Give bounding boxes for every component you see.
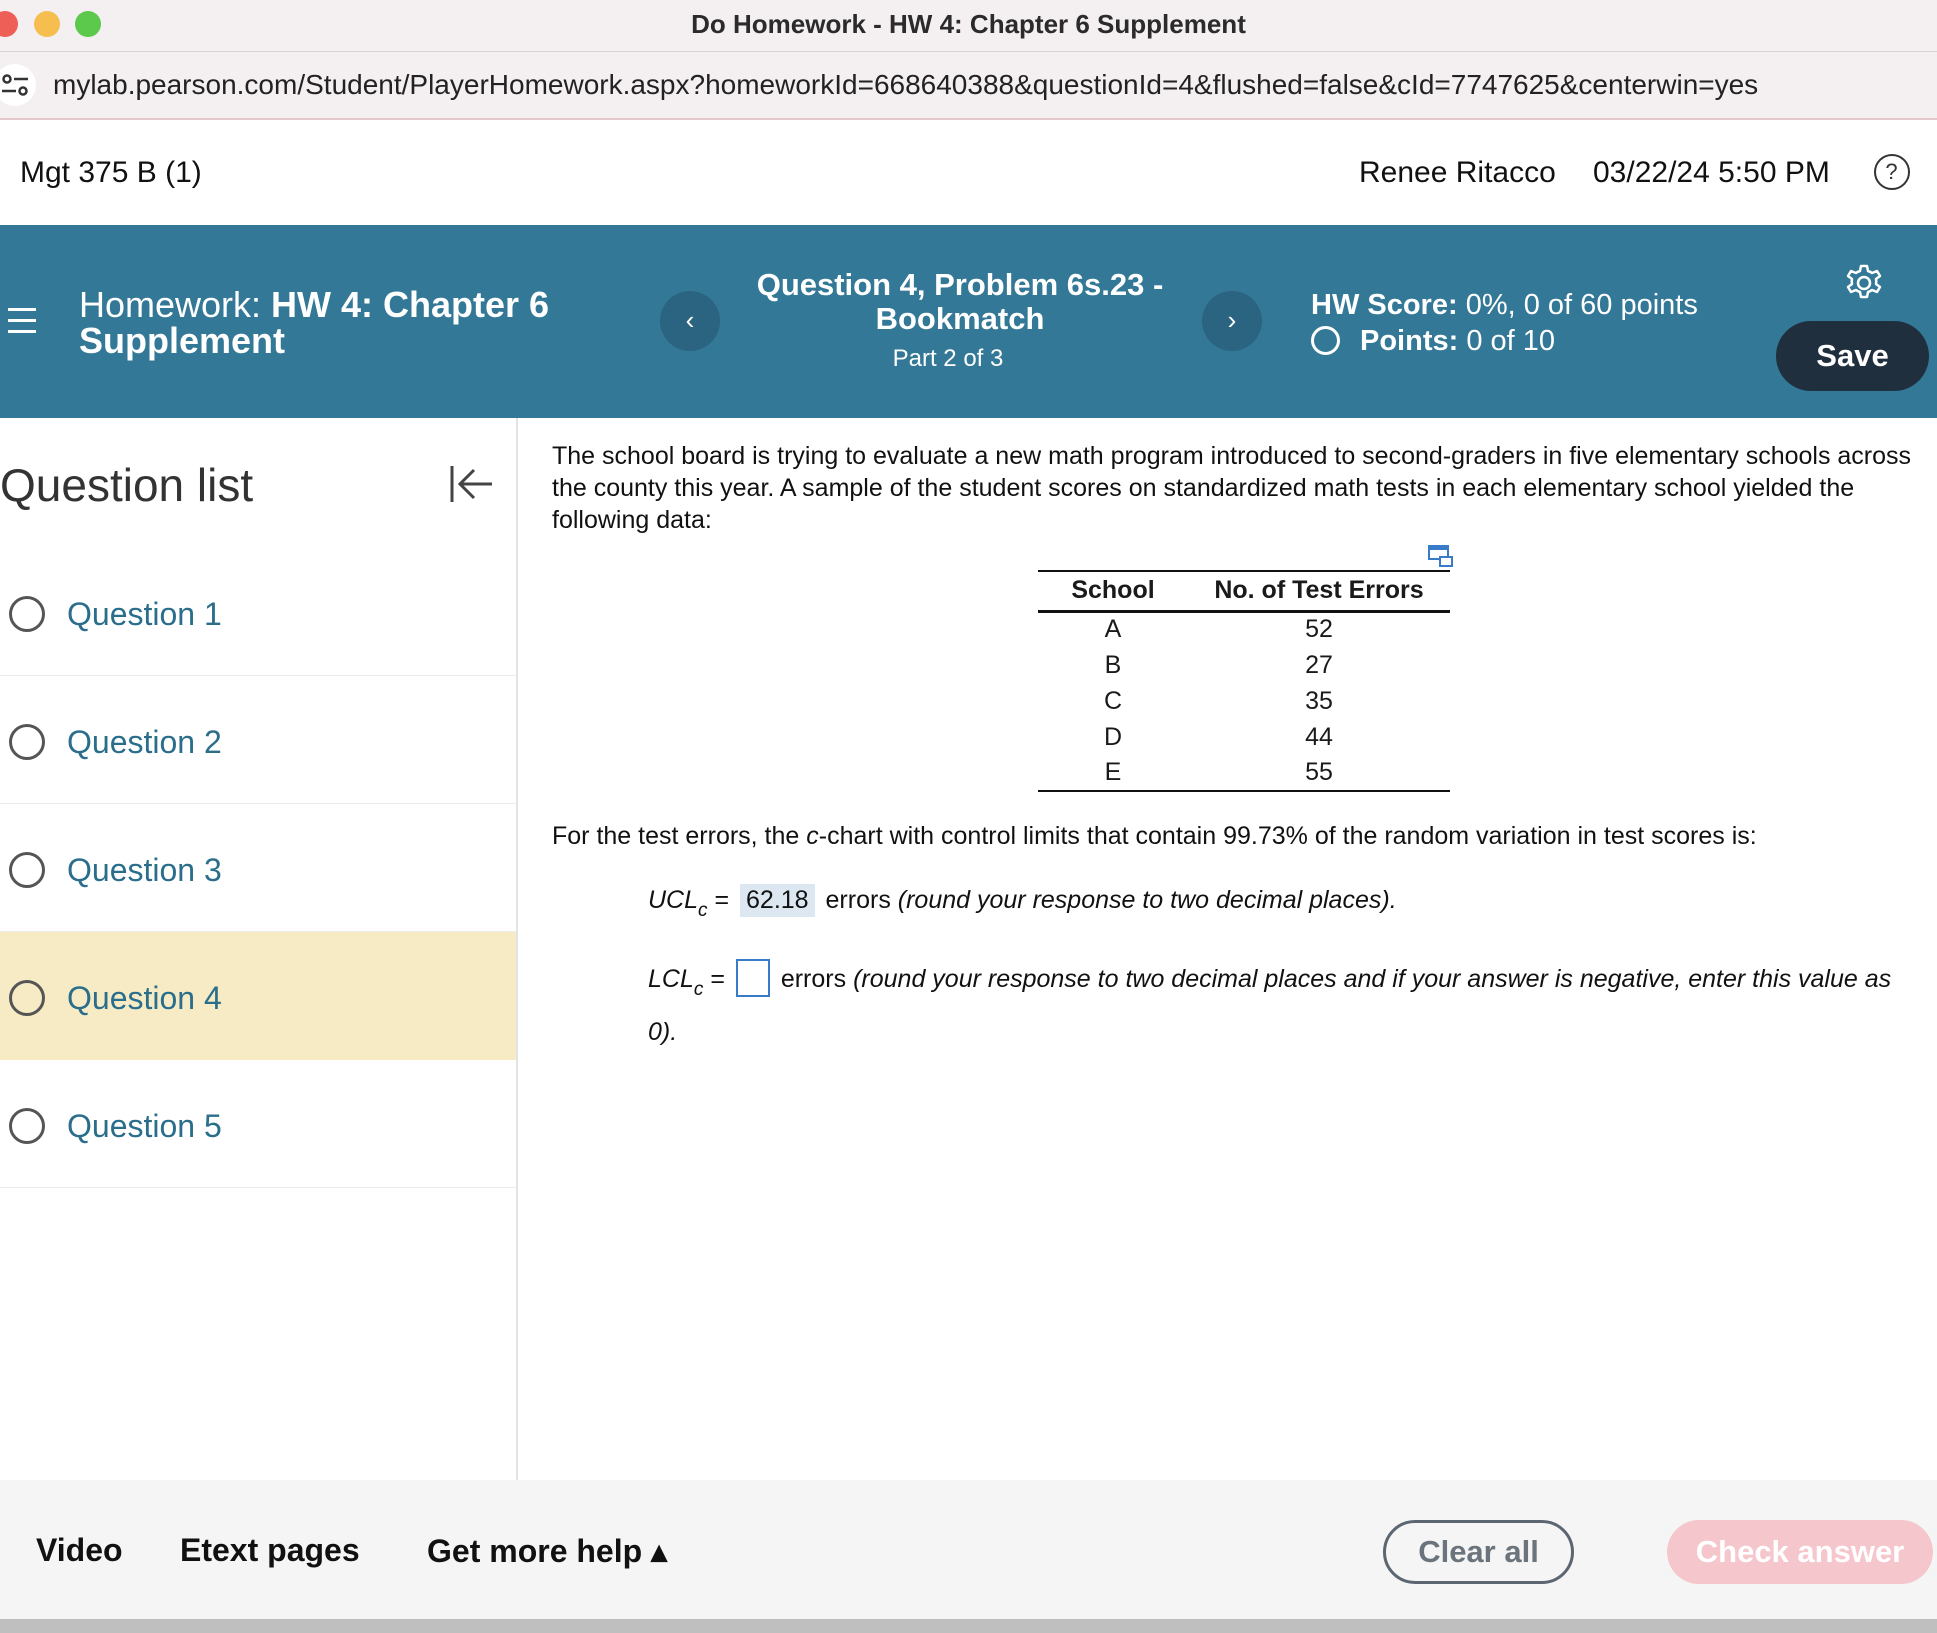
hw-score-value: 0%, 0 of 60 points <box>1465 289 1698 321</box>
question-mark-icon <box>1876 156 1907 187</box>
question-status-icon <box>9 596 45 632</box>
question-status-icon <box>9 980 45 1016</box>
ucl-subscript: c <box>698 900 708 921</box>
question-prompt <box>552 822 1757 851</box>
site-settings-icon[interactable] <box>0 64 36 106</box>
table-cell-school: B <box>1104 650 1122 679</box>
question-status-icon <box>9 724 45 760</box>
homework-name: HW 4: Chapter 6 Supplement <box>79 284 550 361</box>
lcl-answer-input[interactable] <box>736 959 770 997</box>
question-item-label: Question 1 <box>67 596 222 632</box>
lcl-label: LCL <box>648 965 694 993</box>
ucl-answer-field[interactable]: 62.18 <box>740 884 815 917</box>
question-item-label: Question 3 <box>67 852 222 888</box>
problem-intro: The school board is trying to evaluate a new math program introduced to second-graders in five elementary schools across the county this year. A sample of the student scores on standardized math tests in each elementary school yielded the following data: <box>552 442 1912 534</box>
homework-banner <box>0 225 1937 418</box>
save-button[interactable]: Save <box>1776 321 1929 391</box>
question-item-label: Question 5 <box>67 1108 222 1144</box>
settings-gear-icon[interactable] <box>1844 263 1884 303</box>
lcl-subscript: c <box>693 979 704 1000</box>
url-text[interactable]: mylab.pearson.com/Student/PlayerHomework.aspx?homeworkId=668640388&questionId=4&flushed=false&cId=7747625&centerwin=yes <box>53 69 1759 100</box>
etext-pages-link[interactable]: Etext pages <box>180 1532 360 1568</box>
question-item-3[interactable] <box>0 804 516 932</box>
window-titlebar <box>0 0 1937 52</box>
question-title: Question 4, Problem 6s.23 - Bookmatch <box>756 267 1164 336</box>
question-points <box>1311 325 1555 358</box>
question-item-4[interactable] <box>0 932 516 1060</box>
test-errors-table <box>1038 570 1450 792</box>
hw-score-label: HW Score: <box>1311 289 1466 321</box>
table-cell-errors: 35 <box>1305 686 1333 715</box>
window-title: Do Homework - HW 4: Chapter 6 Supplement <box>691 9 1246 39</box>
table-cell-school: A <box>1104 615 1122 644</box>
question-item-label: Question 2 <box>67 724 222 760</box>
question-prompt-pre: For the test errors, the <box>552 822 807 850</box>
table-row <box>1038 647 1450 683</box>
lcl-answer-line <box>648 958 1927 1054</box>
table-cell-school: D <box>1103 722 1123 751</box>
question-status-icon <box>9 852 45 888</box>
homework-title <box>79 284 599 361</box>
footer-toolbar <box>0 1480 1937 1619</box>
course-name: Mgt 375 B (1) <box>20 156 202 189</box>
table-cell-errors: 44 <box>1305 722 1333 751</box>
ucl-answer-line <box>648 884 1397 922</box>
table-row <box>1038 611 1450 647</box>
menu-icon[interactable] <box>8 308 36 336</box>
ucl-units: errors <box>825 886 891 914</box>
question-item-1[interactable] <box>0 548 516 676</box>
address-bar <box>0 52 1937 120</box>
table-row <box>1038 683 1450 719</box>
current-datetime: 03/22/24 5:50 PM <box>1593 156 1830 189</box>
question-list-panel <box>0 418 518 1480</box>
check-answer-button[interactable]: Check answer <box>1667 1520 1933 1584</box>
table-row <box>1038 755 1450 791</box>
get-more-help-menu[interactable]: Get more help ▴ <box>427 1533 668 1569</box>
table-header-school: School <box>1038 571 1188 611</box>
window-bottom-edge <box>0 1619 1937 1633</box>
video-link[interactable]: Video <box>36 1532 123 1568</box>
question-status-icon <box>9 1108 45 1144</box>
collapse-panel-icon[interactable] <box>448 460 496 508</box>
hw-score <box>1311 289 1698 322</box>
lcl-units: errors <box>780 965 847 993</box>
table-header-errors: No. of Test Errors <box>1188 571 1450 611</box>
help-icon[interactable] <box>1874 154 1910 190</box>
user-name: Renee Ritacco <box>1359 156 1556 189</box>
previous-question-button[interactable]: ‹ <box>660 291 720 351</box>
ucl-hint: (round your response to two decimal places). <box>897 886 1397 914</box>
table-header-row <box>1038 571 1450 611</box>
question-prompt-post: -chart with control limits that contain 99.73% of the random variation in test scores is: <box>818 822 1757 850</box>
question-part: Part 2 of 3 <box>892 345 1004 372</box>
lcl-equals: = <box>703 965 732 993</box>
expand-table-icon[interactable] <box>1428 545 1454 567</box>
question-item-2[interactable] <box>0 676 516 804</box>
next-question-button[interactable]: › <box>1202 291 1262 351</box>
table-cell-errors: 52 <box>1305 615 1333 644</box>
lcl-hint: (round your response to two decimal places and if your answer is negative, enter this value as 0). <box>648 965 1892 1046</box>
question-list-title: Question list <box>0 459 254 511</box>
table-cell-errors: 27 <box>1305 650 1333 679</box>
ucl-equals: = <box>707 886 737 914</box>
table-cell-errors: 55 <box>1188 755 1450 791</box>
question-prompt-c: c <box>806 822 819 850</box>
question-item-label: Question 4 <box>67 980 222 1016</box>
points-status-icon <box>1311 326 1340 355</box>
ucl-label: UCL <box>648 886 699 914</box>
table-cell-school: C <box>1103 686 1123 715</box>
clear-all-button[interactable]: Clear all <box>1383 1520 1574 1584</box>
points-value: 0 of 10 <box>1466 325 1556 357</box>
svg-text:?: ? <box>1885 159 1898 184</box>
table-cell-school: E <box>1038 755 1188 791</box>
points-label: Points: <box>1360 325 1467 357</box>
homework-prefix: Homework: <box>79 284 272 325</box>
question-item-5[interactable] <box>0 1060 516 1188</box>
table-row <box>1038 719 1450 755</box>
